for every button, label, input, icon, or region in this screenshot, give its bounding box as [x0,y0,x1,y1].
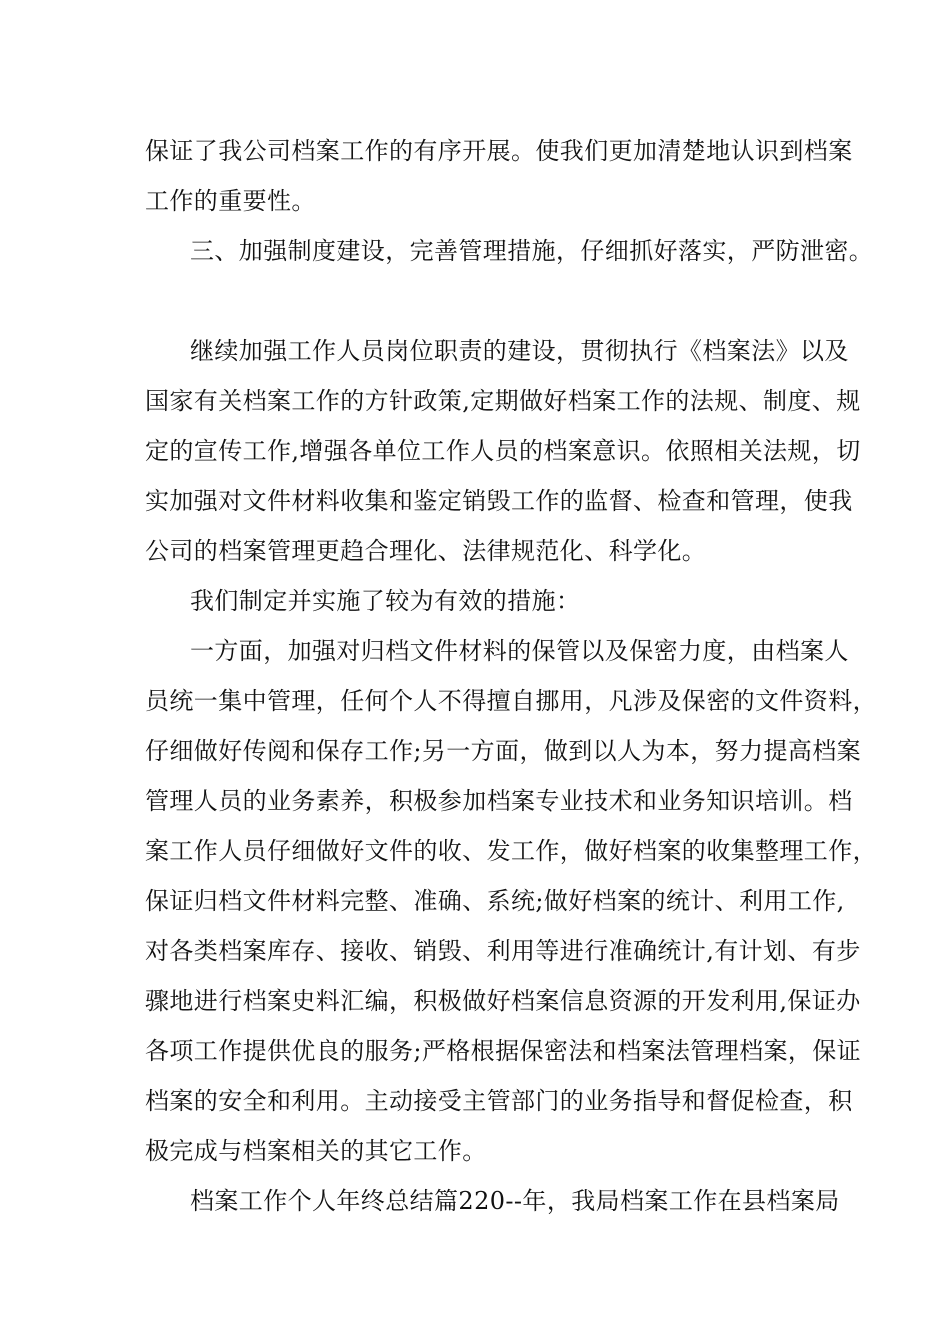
text-line: 公司的档案管理更趋合理化、法律规范化、科学化。 [145,537,707,565]
text-line: 案工作人员仔细做好文件的收、发工作，做好档案的收集整理工作， [145,837,877,865]
text-line: 实加强对文件材料收集和鉴定销毁工作的监督、检查和管理，使我 [145,487,853,515]
text-line: 对各类档案库存、接收、销毁、利用等进行准确统计,有计划、有步 [145,937,861,965]
text-line: 员统一集中管理，任何个人不得擅自挪用，凡涉及保密的文件资料， [145,687,877,715]
text-line: 档案的安全和利用。主动接受主管部门的业务指导和督促检查，积 [145,1087,853,1115]
text-line: 一方面，加强对归档文件材料的保管以及保密力度，由档案人 [190,637,849,665]
section-heading: 三、加强制度建设，完善管理措施，仔细抓好落实，严防泄密。 [190,237,874,265]
text-line: 仔细做好传阅和保存工作;另一方面，做到以人为本，努力提高档案 [145,737,862,765]
text-line: 定的宣传工作,增强各单位工作人员的档案意识。依照相关法规，切 [145,437,861,465]
text-line: 国家有关档案工作的方针政策,定期做好档案工作的法规、制度、规 [145,387,861,415]
text-line: 各项工作提供优良的服务;严格根据保密法和档案法管理档案，保证 [145,1037,862,1065]
text-line: 保证了我公司档案工作的有序开展。使我们更加清楚地认识到档案 [145,137,853,165]
text-line: 保证归档文件材料完整、准确、系统;做好档案的统计、利用工作, [145,887,845,915]
text-line: 档案工作个人年终总结篇220--年，我局档案工作在县档案局 [190,1187,840,1215]
text-line: 继续加强工作人员岗位职责的建设，贯彻执行《档案法》以及 [190,337,849,365]
text-line: 管理人员的业务素养，积极参加档案专业技术和业务知识培训。档 [145,787,853,815]
text-line: 骤地进行档案史料汇编，积极做好档案信息资源的开发利用,保证办 [145,987,861,1015]
text-line: 极完成与档案相关的其它工作。 [145,1137,487,1165]
text-line: 我们制定并实施了较为有效的措施： [190,587,581,615]
text-line: 工作的重要性。 [145,187,316,215]
